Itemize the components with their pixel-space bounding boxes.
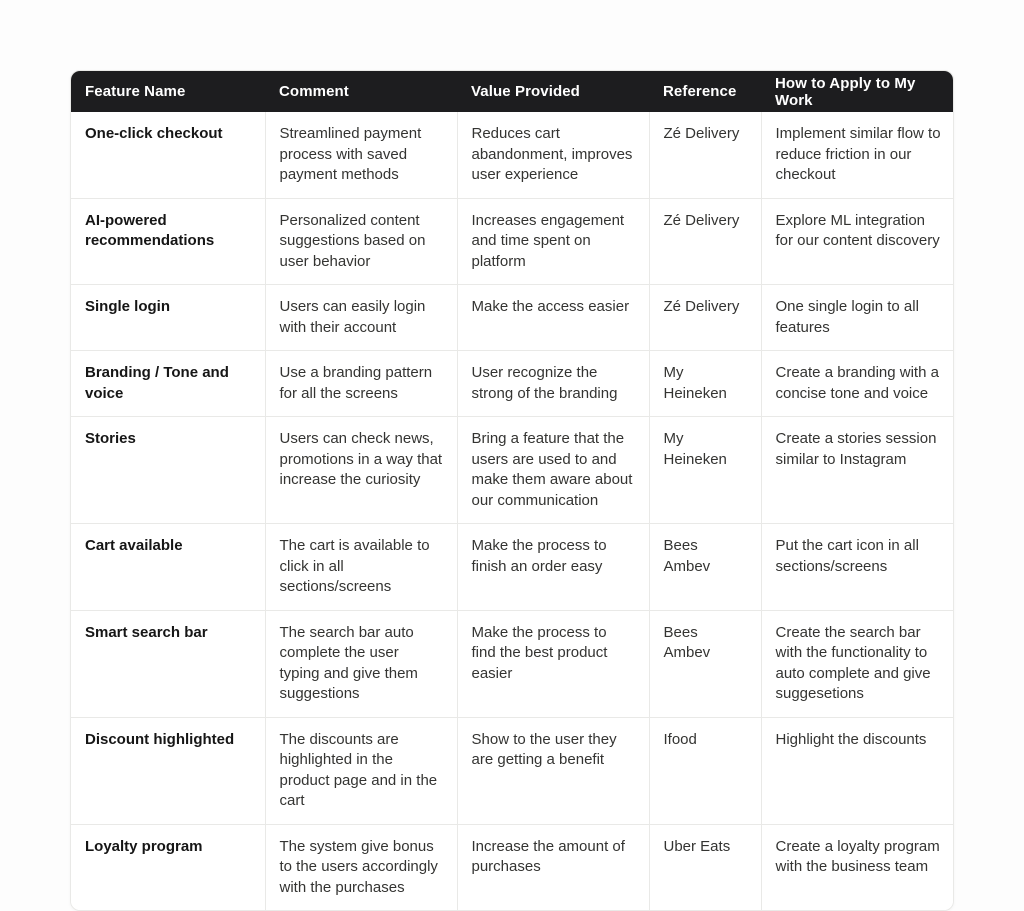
feature-cell: Branding / Tone and voice <box>71 351 265 417</box>
apply-cell: Put the cart icon in all sections/screens <box>761 524 954 611</box>
table-row <box>71 285 954 351</box>
value-provided-cell: Make the process to find the best product easier <box>457 610 649 717</box>
benchmark-table-card <box>70 70 954 911</box>
reference-cell: Bees Ambev <box>649 610 761 717</box>
apply-cell: Explore ML integration for our content discovery <box>761 198 954 285</box>
apply-cell: Create the search bar with the functionality to auto complete and give suggesetions <box>761 610 954 717</box>
column-header-comment: Comment <box>265 71 457 112</box>
value-provided-cell: Make the access easier <box>457 285 649 351</box>
comment-cell: The discounts are highlighted in the product page and in the cart <box>265 717 457 824</box>
comment-cell: Streamlined payment process with saved payment methods <box>265 112 457 198</box>
feature-cell: Single login <box>71 285 265 351</box>
reference-cell: Zé Delivery <box>649 198 761 285</box>
apply-cell: One single login to all features <box>761 285 954 351</box>
column-header-how-to-apply: How to Apply to My Work <box>761 71 954 112</box>
table-row <box>71 524 954 611</box>
apply-cell: Implement similar flow to reduce friction in our checkout <box>761 112 954 198</box>
feature-cell: Discount highlighted <box>71 717 265 824</box>
comment-cell: Users can check news, promotions in a way that increase the curiosity <box>265 417 457 524</box>
table-row <box>71 610 954 717</box>
comment-cell: The system give bonus to the users accordingly with the purchases <box>265 824 457 910</box>
value-provided-cell: Increase the amount of purchases <box>457 824 649 910</box>
table-row <box>71 112 954 198</box>
apply-cell: Highlight the discounts <box>761 717 954 824</box>
reference-cell: Ifood <box>649 717 761 824</box>
reference-cell: Zé Delivery <box>649 285 761 351</box>
table-row <box>71 717 954 824</box>
feature-cell: Smart search bar <box>71 610 265 717</box>
apply-cell: Create a stories session similar to Instagram <box>761 417 954 524</box>
feature-cell: Stories <box>71 417 265 524</box>
table-row <box>71 198 954 285</box>
comment-cell: Personalized content suggestions based on user behavior <box>265 198 457 285</box>
feature-cell: One-click checkout <box>71 112 265 198</box>
comment-cell: Use a branding pattern for all the screens <box>265 351 457 417</box>
apply-cell: Create a branding with a concise tone and voice <box>761 351 954 417</box>
feature-cell: Loyalty program <box>71 824 265 910</box>
table-header-row <box>71 71 954 112</box>
value-provided-cell: Reduces cart abandonment, improves user experience <box>457 112 649 198</box>
reference-cell: Uber Eats <box>649 824 761 910</box>
value-provided-cell: Make the process to finish an order easy <box>457 524 649 611</box>
apply-cell: Create a loyalty program with the business team <box>761 824 954 910</box>
reference-cell: My Heineken <box>649 351 761 417</box>
column-header-reference: Reference <box>649 71 761 112</box>
value-provided-cell: User recognize the strong of the branding <box>457 351 649 417</box>
feature-cell: Cart available <box>71 524 265 611</box>
column-header-value-provided: Value Provided <box>457 71 649 112</box>
value-provided-cell: Increases engagement and time spent on platform <box>457 198 649 285</box>
reference-cell: Zé Delivery <box>649 112 761 198</box>
column-header-feature-name: Feature Name <box>71 71 265 112</box>
value-provided-cell: Bring a feature that the users are used to and make them aware about our communication <box>457 417 649 524</box>
comment-cell: Users can easily login with their account <box>265 285 457 351</box>
table-row <box>71 417 954 524</box>
comment-cell: The cart is available to click in all sections/screens <box>265 524 457 611</box>
table-row <box>71 824 954 910</box>
comment-cell: The search bar auto complete the user typing and give them suggestions <box>265 610 457 717</box>
table-row <box>71 351 954 417</box>
reference-cell: Bees Ambev <box>649 524 761 611</box>
benchmark-table <box>71 71 954 910</box>
reference-cell: My Heineken <box>649 417 761 524</box>
value-provided-cell: Show to the user they are getting a benefit <box>457 717 649 824</box>
feature-cell: AI-powered recommendations <box>71 198 265 285</box>
